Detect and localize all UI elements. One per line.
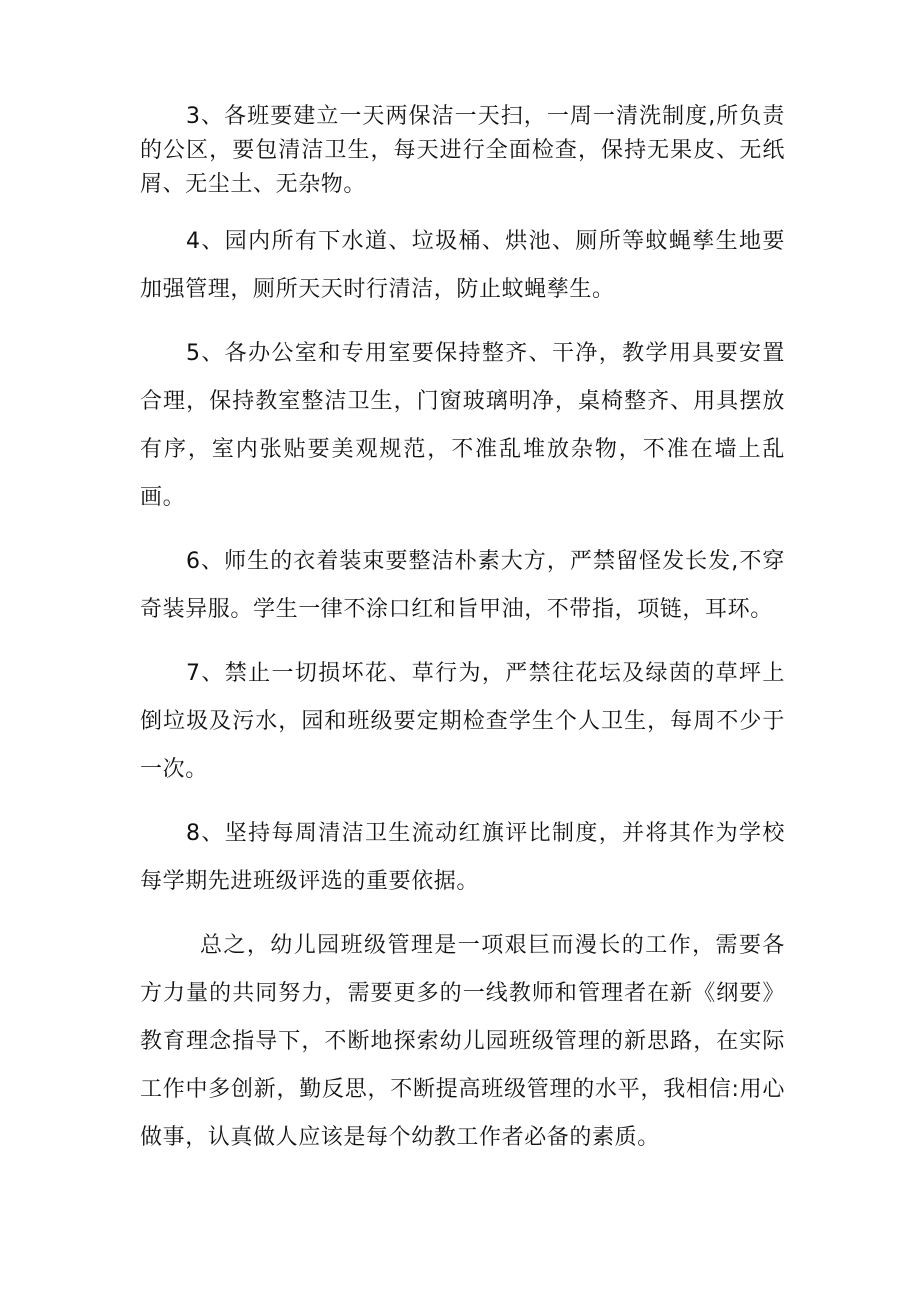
paragraph-item-4: 4、园内所有下水道、垃圾桶、烘池、厕所等蚊蝇孳生地要加强管理，厕所天天时行清洁，防止蚊蝇孳生。	[140, 229, 785, 302]
paragraph-item-3: 3、各班要建立一天两保洁一天扫，一周一清洗制度,所负责的公区，要包清洁卫生，每天进行全面检查，保持无果皮、无纸屑、无尘土、无杂物。	[140, 104, 785, 197]
paragraph-item-7: 7、禁止一切损坏花、草行为，严禁往花坛及绿茵的草坪上倒垃圾及污水，园和班级要定期检查学生个人卫生，每周不少于一次。	[140, 661, 785, 782]
paragraph-item-6: 6、师生的衣着装束要整洁朴素大方，严禁留怪发长发,不穿奇装异服。学生一律不涂口红和旨甲油，不带指，项链，耳环。	[140, 549, 785, 622]
document-body	[140, 100, 785, 1178]
paragraph-conclusion: 总之，幼儿园班级管理是一项艰巨而漫长的工作，需要各方力量的共同努力，需要更多的一线教师和管理者在新《纲要》教育理念指导下，不断地探索幼儿园班级管理的新思路，在实际工作中多创新，勤反思，不断提高班级管理的水平，我相信:用心做事，认真做人应该是每个幼教工作者必备的素质。	[140, 933, 785, 1150]
paragraph-item-8: 8、坚持每周清洁卫生流动红旗评比制度，并将其作为学校每学期先进班级评选的重要依据。	[140, 821, 785, 894]
paragraph-item-5: 5、各办公室和专用室要保持整齐、干净，教学用具要安置合理，保持教室整洁卫生，门窗玻璃明净，桌椅整齐、用具摆放有序，室内张贴要美观规范，不准乱堆放杂物，不准在墙上乱画。	[140, 341, 785, 510]
